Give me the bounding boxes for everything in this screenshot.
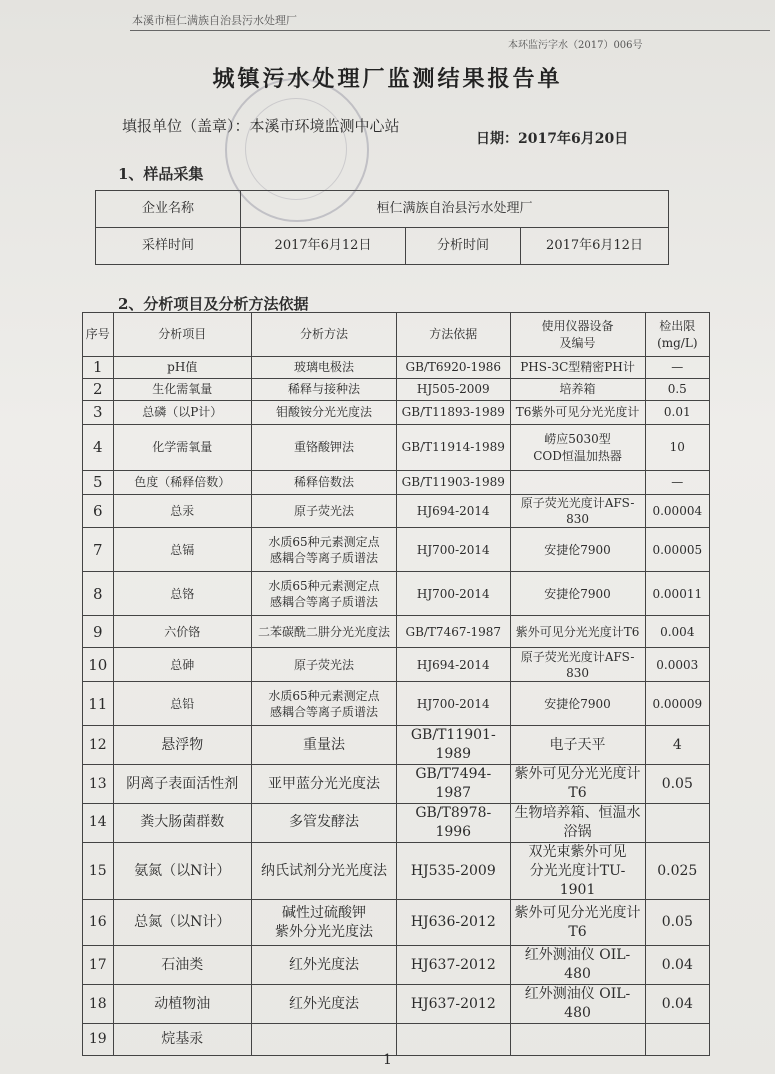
cell-seq: 6 bbox=[83, 495, 114, 528]
cell-method: 红外光度法 bbox=[251, 985, 396, 1024]
header-limit bbox=[645, 313, 709, 357]
cell-instrument-line1: 双光束紫外可见 bbox=[528, 843, 627, 860]
table-row bbox=[83, 357, 710, 379]
cell-limit: 0.025 bbox=[645, 842, 709, 900]
analysis-table bbox=[82, 312, 710, 1056]
cell-instrument bbox=[510, 471, 645, 495]
cell-seq: 16 bbox=[83, 900, 114, 946]
cell-method-line2: 感耦合等离子质谱法 bbox=[269, 550, 378, 565]
cell-item: 总磷（以P计） bbox=[113, 401, 251, 425]
cell-item: 色度（稀释倍数） bbox=[113, 471, 251, 495]
cell-method: 玻璃电极法 bbox=[251, 357, 396, 379]
header-limit-line2: (mg/L) bbox=[657, 335, 698, 350]
cell-instrument: 原子荧光光度计AFS-830 bbox=[510, 495, 645, 528]
cell-seq: 15 bbox=[83, 842, 114, 900]
cell-instrument: 原子荧光光度计AFS-830 bbox=[510, 648, 645, 682]
company-value: 桓仁满族自治县污水处理厂 bbox=[241, 191, 669, 228]
cell-basis: HJ694-2014 bbox=[397, 648, 511, 682]
table-row bbox=[83, 425, 710, 471]
cell-item: 总铬 bbox=[113, 572, 251, 616]
cell-seq: 4 bbox=[83, 425, 114, 471]
cell-basis: GB/T8978-1996 bbox=[397, 803, 511, 842]
cell-method bbox=[251, 900, 396, 946]
cell-basis bbox=[397, 1023, 511, 1055]
table-row bbox=[83, 572, 710, 616]
cell-seq: 8 bbox=[83, 572, 114, 616]
cell-method: 钼酸铵分光光度法 bbox=[251, 401, 396, 425]
cell-item: 化学需氧量 bbox=[113, 425, 251, 471]
company-label: 企业名称 bbox=[96, 191, 241, 228]
cell-item: 总氮（以N计） bbox=[113, 900, 251, 946]
header-organization: 本溪市桓仁满族自治县污水处理厂 bbox=[132, 14, 297, 27]
cell-limit: — bbox=[645, 471, 709, 495]
cell-method: 原子荧光法 bbox=[251, 495, 396, 528]
table-row bbox=[83, 842, 710, 900]
cell-method bbox=[251, 528, 396, 572]
cell-method bbox=[251, 682, 396, 726]
cell-limit: 0.04 bbox=[645, 985, 709, 1024]
cell-basis: HJ637-2012 bbox=[397, 985, 511, 1024]
cell-limit: 0.01 bbox=[645, 401, 709, 425]
table-row bbox=[83, 946, 710, 985]
header-item: 分析项目 bbox=[113, 313, 251, 357]
table-row bbox=[83, 648, 710, 682]
cell-item: 氨氮（以N计） bbox=[113, 842, 251, 900]
cell-basis: HJ700-2014 bbox=[397, 682, 511, 726]
table-row bbox=[83, 682, 710, 726]
cell-seq: 5 bbox=[83, 471, 114, 495]
header-method: 分析方法 bbox=[251, 313, 396, 357]
cell-instrument-line2: COD恒温加热器 bbox=[533, 448, 622, 463]
cell-instrument: 紫外可见分光光度计T6 bbox=[510, 765, 645, 804]
analysis-time-label: 分析时间 bbox=[406, 228, 521, 265]
cell-instrument bbox=[510, 1023, 645, 1055]
cell-item: 总砷 bbox=[113, 648, 251, 682]
cell-item: 总汞 bbox=[113, 495, 251, 528]
cell-basis: GB/T7467-1987 bbox=[397, 616, 511, 648]
cell-seq: 13 bbox=[83, 765, 114, 804]
cell-limit: 4 bbox=[645, 726, 709, 765]
cell-instrument: 安捷伦7900 bbox=[510, 528, 645, 572]
cell-method: 纳氏试剂分光光度法 bbox=[251, 842, 396, 900]
cell-limit bbox=[645, 803, 709, 842]
cell-item: 生化需氧量 bbox=[113, 379, 251, 401]
cell-seq: 19 bbox=[83, 1023, 114, 1055]
cell-instrument: 电子天平 bbox=[510, 726, 645, 765]
cell-basis: GB/T7494-1987 bbox=[397, 765, 511, 804]
table-row bbox=[83, 471, 710, 495]
cell-method: 重铬酸钾法 bbox=[251, 425, 396, 471]
cell-instrument bbox=[510, 842, 645, 900]
cell-instrument-line2: 分光光度计TU-1901 bbox=[529, 862, 626, 898]
table-row bbox=[83, 985, 710, 1024]
cell-item: 动植物油 bbox=[113, 985, 251, 1024]
table-row bbox=[83, 379, 710, 401]
header-limit-line1: 检出限 bbox=[659, 319, 696, 334]
cell-instrument: 安捷伦7900 bbox=[510, 572, 645, 616]
cell-method: 二苯碳酰二肼分光光度法 bbox=[251, 616, 396, 648]
cell-basis: HJ505-2009 bbox=[397, 379, 511, 401]
cell-item: 阴离子表面活性剂 bbox=[113, 765, 251, 804]
cell-item: pH值 bbox=[113, 357, 251, 379]
cell-seq: 14 bbox=[83, 803, 114, 842]
cell-limit: 0.00004 bbox=[645, 495, 709, 528]
table-row bbox=[83, 1023, 710, 1055]
cell-seq: 1 bbox=[83, 357, 114, 379]
report-title: 城镇污水处理厂监测结果报告单 bbox=[212, 66, 563, 92]
page-number: 1 bbox=[383, 1052, 392, 1068]
header-instrument bbox=[510, 313, 645, 357]
header-basis: 方法依据 bbox=[397, 313, 511, 357]
cell-limit bbox=[645, 1023, 709, 1055]
cell-seq: 12 bbox=[83, 726, 114, 765]
cell-basis: HJ637-2012 bbox=[397, 946, 511, 985]
cell-method-line1: 水质65种元素测定点 bbox=[268, 534, 380, 549]
header-divider bbox=[130, 30, 770, 31]
cell-basis: HJ535-2009 bbox=[397, 842, 511, 900]
cell-limit: 0.05 bbox=[645, 900, 709, 946]
cell-method-line1: 水质65种元素测定点 bbox=[268, 688, 380, 703]
cell-limit: 0.00011 bbox=[645, 572, 709, 616]
cell-item: 悬浮物 bbox=[113, 726, 251, 765]
cell-seq: 10 bbox=[83, 648, 114, 682]
cell-basis: GB/T11914-1989 bbox=[397, 425, 511, 471]
cell-instrument: 红外测油仪 OIL-480 bbox=[510, 985, 645, 1024]
table-row bbox=[83, 616, 710, 648]
cell-basis: HJ694-2014 bbox=[397, 495, 511, 528]
cell-seq: 11 bbox=[83, 682, 114, 726]
cell-method bbox=[251, 1023, 396, 1055]
cell-seq: 2 bbox=[83, 379, 114, 401]
cell-limit: 0.00009 bbox=[645, 682, 709, 726]
cell-limit: 0.00005 bbox=[645, 528, 709, 572]
table-row bbox=[83, 765, 710, 804]
header-instrument-line1: 使用仪器设备 bbox=[541, 319, 614, 334]
cell-limit: 0.04 bbox=[645, 946, 709, 985]
table-row bbox=[83, 495, 710, 528]
cell-item: 烷基汞 bbox=[113, 1023, 251, 1055]
cell-method: 红外光度法 bbox=[251, 946, 396, 985]
cell-instrument: 安捷伦7900 bbox=[510, 682, 645, 726]
cell-seq: 3 bbox=[83, 401, 114, 425]
cell-method bbox=[251, 572, 396, 616]
cell-method-line1: 碱性过硫酸钾 bbox=[281, 905, 366, 921]
cell-seq: 7 bbox=[83, 528, 114, 572]
cell-instrument: 紫外可见分光光度计T6 bbox=[510, 616, 645, 648]
sample-time-label: 采样时间 bbox=[96, 228, 241, 265]
cell-method: 稀释与接种法 bbox=[251, 379, 396, 401]
cell-seq: 18 bbox=[83, 985, 114, 1024]
table-row bbox=[83, 900, 710, 946]
cell-basis: HJ700-2014 bbox=[397, 572, 511, 616]
cell-item: 六价铬 bbox=[113, 616, 251, 648]
cell-instrument-line1: 崂应5030型 bbox=[544, 432, 611, 447]
cell-method: 多管发酵法 bbox=[251, 803, 396, 842]
cell-method-line2: 感耦合等离子质谱法 bbox=[269, 704, 378, 719]
cell-instrument: T6紫外可见分光光度计 bbox=[510, 401, 645, 425]
cell-method: 亚甲蓝分光光度法 bbox=[251, 765, 396, 804]
fill-unit bbox=[122, 115, 400, 136]
cell-basis: GB/T11901-1989 bbox=[397, 726, 511, 765]
cell-instrument: 生物培养箱、恒温水浴锅 bbox=[510, 803, 645, 842]
cell-seq: 9 bbox=[83, 616, 114, 648]
cell-instrument: 培养箱 bbox=[510, 379, 645, 401]
cell-basis: GB/T11893-1989 bbox=[397, 401, 511, 425]
cell-limit: 0.0003 bbox=[645, 648, 709, 682]
cell-limit: 0.5 bbox=[645, 379, 709, 401]
cell-method-line1: 水质65种元素测定点 bbox=[268, 578, 380, 593]
cell-method-line2: 紫外分光光度法 bbox=[274, 923, 373, 940]
cell-limit: — bbox=[645, 357, 709, 379]
cell-basis: GB/T11903-1989 bbox=[397, 471, 511, 495]
table-row bbox=[83, 401, 710, 425]
fill-unit-label: 填报单位（盖章）： bbox=[122, 117, 250, 135]
analysis-time-value: 2017年6月12日 bbox=[521, 228, 669, 265]
cell-limit: 0.05 bbox=[645, 765, 709, 804]
cell-item: 总铅 bbox=[113, 682, 251, 726]
sample-time-value: 2017年6月12日 bbox=[241, 228, 406, 265]
cell-basis: HJ636-2012 bbox=[397, 900, 511, 946]
section2-title: 2、分析项目及分析方法依据 bbox=[118, 295, 309, 313]
cell-limit: 10 bbox=[645, 425, 709, 471]
cell-basis: GB/T6920-1986 bbox=[397, 357, 511, 379]
table-row bbox=[83, 803, 710, 842]
table-row bbox=[83, 726, 710, 765]
section1-title: 1、样品采集 bbox=[118, 165, 204, 183]
cell-seq: 17 bbox=[83, 946, 114, 985]
cell-limit: 0.004 bbox=[645, 616, 709, 648]
document-number: 本环监污字水（2017）006号 bbox=[508, 40, 643, 51]
cell-instrument: 紫外可见分光光度计T6 bbox=[510, 900, 645, 946]
cell-method-line2: 感耦合等离子质谱法 bbox=[269, 594, 378, 609]
cell-method: 重量法 bbox=[251, 726, 396, 765]
cell-item: 总镉 bbox=[113, 528, 251, 572]
sample-table bbox=[95, 190, 669, 265]
header-instrument-line2: 及编号 bbox=[559, 335, 596, 350]
cell-basis: HJ700-2014 bbox=[397, 528, 511, 572]
cell-item: 石油类 bbox=[113, 946, 251, 985]
report-date-label: 日期： bbox=[476, 131, 518, 147]
cell-instrument: 红外测油仪 OIL-480 bbox=[510, 946, 645, 985]
cell-instrument: PHS-3C型精密PH计 bbox=[510, 357, 645, 379]
cell-instrument bbox=[510, 425, 645, 471]
cell-item: 粪大肠菌群数 bbox=[113, 803, 251, 842]
table-row bbox=[83, 528, 710, 572]
cell-method: 稀释倍数法 bbox=[251, 471, 396, 495]
header-seq: 序号 bbox=[83, 313, 114, 357]
report-date-value: 2017年6月20日 bbox=[518, 131, 629, 147]
report-date bbox=[476, 128, 628, 148]
cell-method: 原子荧光法 bbox=[251, 648, 396, 682]
fill-unit-value: 本溪市环境监测中心站 bbox=[249, 117, 400, 135]
